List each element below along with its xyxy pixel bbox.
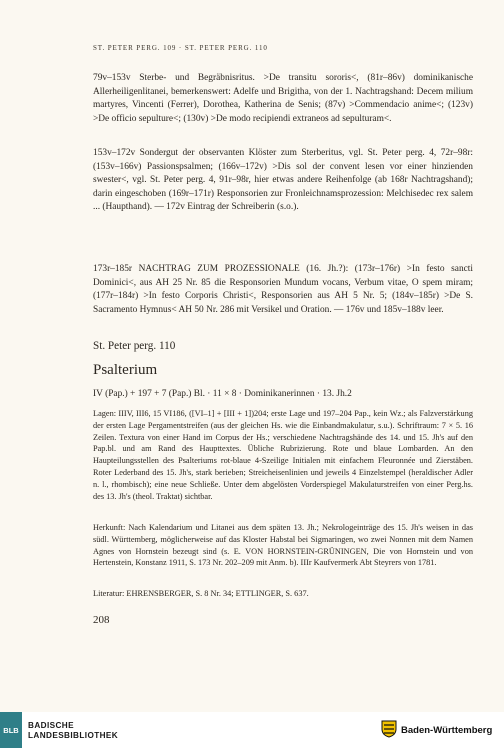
blb-name-line2: LANDESBIBLIOTHEK [28, 731, 119, 740]
blb-name[interactable] [28, 721, 118, 741]
page-number: 208 [93, 614, 110, 626]
viewer-footer [0, 712, 504, 748]
state-emblem-icon [381, 720, 397, 738]
blb-name-line1: BADISCHE [28, 721, 74, 730]
paragraph-sterberitus: 79v–153v Sterbe- und Begräbnisritus. >De transitu sororis<, (81r–86v) dominikanische Allerheiligenlitanei, bemerkenswert: Adelfe und Brigitha, von der 1. Nachtragshand: Decem milium martyres, Vincenti (Ferrer), Dorothea, Katherina de Senis; (87v) >Commendacio anime<; (123v) >De officio sepulture<; (130v) >De modo recipiendi extraneos ad sepulturam<. [93, 73, 473, 124]
baden-wuerttemberg-label[interactable]: Baden-Württemberg [401, 725, 493, 736]
manuscript-metadata: IV (Pap.) + 197 + 7 (Pap.) Bl. · 11 × 8 · Dominikanerinnen · 13. Jh.2 [93, 389, 352, 399]
paragraph-lagen: Lagen: IIIV, III6, 15 VI186, ([VI–1] + [III + 1])204; erste Lage und 197–204 Pap., kein Wz.; als Falzverstärkung der ersten Lage Pergamentstreifen (aus der gleichen Hs. wie die Einbandmakulatur, s.u.). Schriftraum: 7 × 5. 16 Zeilen. Textura von einer Hand im Corpus der Hs.; verschiedene Nachtragshände des 14. und 15. Jh's auf den Pap.bl. und am Rand des Haupttextes. Übliche Rubrizierung. Rote und blaue Lombarden. An den Haupteilungsstellen des Psalteriums rot-blaue 4-Szeilige Initialen mit einfachem Fleuronnée und Zierstäben. Roter Lederband des 15. Jh's, stark berieben; Streicheisenlinien und jeweils 4 Einzelstempel (heraldischer Adler n. l., rhombisch); eine neue Schließe. Unter dem abgelösten Vorderspiegel Makulaturstreifen von einer Perg.hs. des 13. Jh's (theol. Traktat) sichtbar. [93, 409, 473, 501]
paragraph-herkunft: Herkunft: Nach Kalendarium und Litanei aus dem späten 13. Jh.; Nekrologeinträge des 15. Jh's weisen in das südl. Württemberg, möglicherweise auf das Kloster Habstal bei Sigmaringen, wo zwei Nonnen mit dem Namen Agnes von Hornstein bezeugt sind (s. E. VON HORNSTEIN-GRÜNINGEN, Die von Hornstein und von Hertenstein, Konstanz 1911, S. 173 Nr. 202–209 mit Anm. b). IIIr Kaufvermerk Abt Steyrers von 1781. [93, 523, 473, 568]
manuscript-title: Psalterium [93, 362, 158, 378]
paragraph-sondergut: 153v–172v Sondergut der observanten Klöster zum Sterberitus, vgl. St. Peter perg. 4, 72r–98r: (153v–166v) Passionspsalmen; (166v–172v) >Dis sol der convent lesen vor einer hinzienden swester<, vgl. St. Peter perg. 4, 91r–98r, hier etwas andere Reihenfolge (ab 168r Nachtragshand); darin eingeschoben (169r–171r) Responsorien zur Fronleichnamsprozession: Melchisedec rex salem ... (Haupthand). — 172v Eintrag der Schreiberin (s.o.). [93, 148, 473, 213]
blb-logo[interactable]: BLB [0, 712, 22, 748]
paragraph-literatur: Literatur: EHRENSBERGER, S. 8 Nr. 34; ETTLINGER, S. 637. [93, 589, 309, 598]
paragraph-prozessionale: 173r–185r NACHTRAG ZUM PROZESSIONALE (16. Jh.?): (173r–176r) >In festo sancti Dominici<, aus AH 25 Nr. 85 die Responsorien Mundum vocans, Verbum vitae, O spem miram; (177r–184r) >In festo Corporis Christi<, Responsorien aus AH 5 Nr. 5; (184v–185r) >De S. Sacramento Hymnus< AH 50 Nr. 286 mit Versikel und Oration. — 176v und 185v–188v leer. [93, 264, 473, 315]
running-header: ST. PETER PERG. 109 · ST. PETER PERG. 110 [93, 44, 268, 52]
shelfmark-heading: St. Peter perg. 110 [93, 340, 176, 352]
